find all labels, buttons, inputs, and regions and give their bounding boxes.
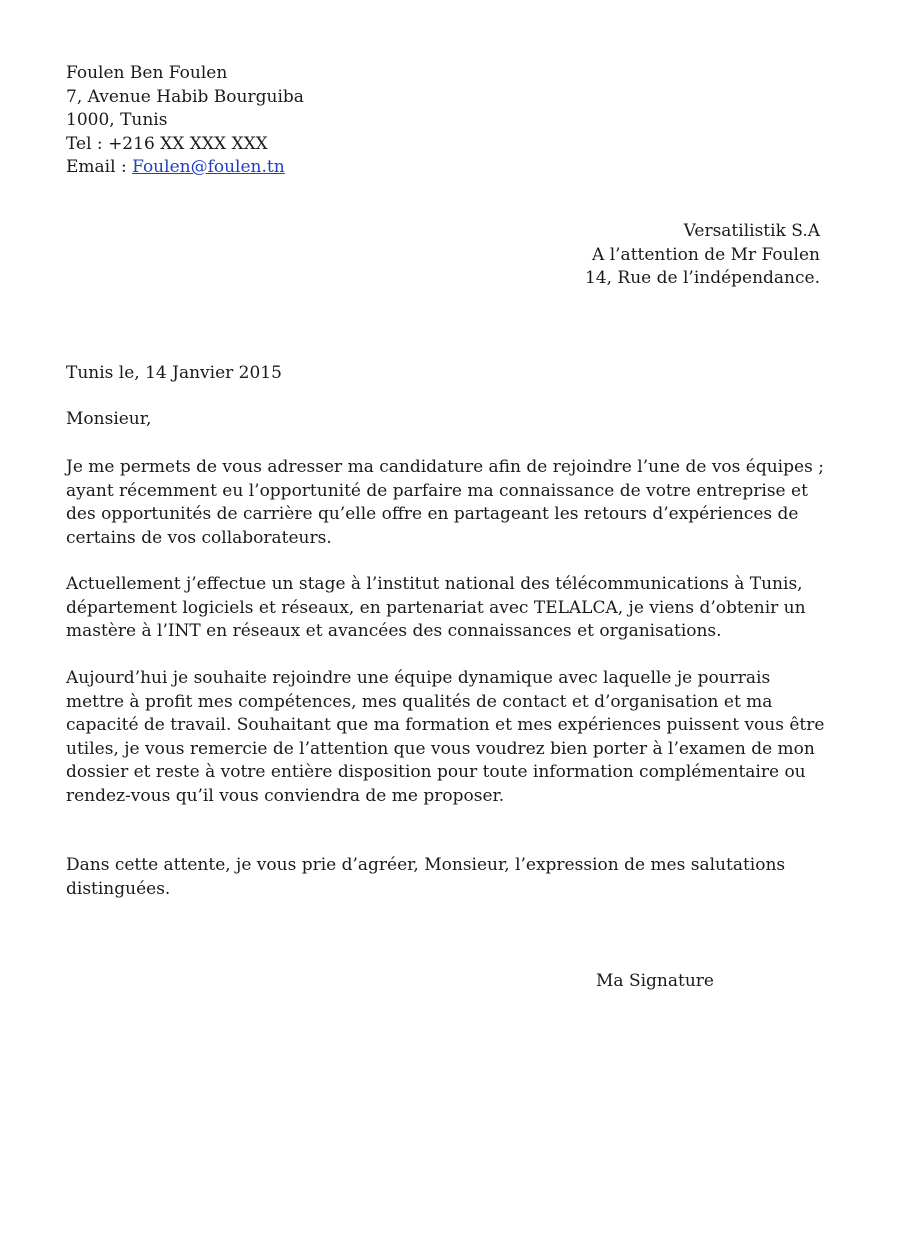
phone-label: Tel : bbox=[66, 133, 109, 154]
sender-phone-line bbox=[66, 133, 304, 157]
paragraph-line: Aujourd’hui je souhaite rejoindre une équipe dynamique avec laquelle je pourrais bbox=[66, 668, 771, 688]
paragraph-1 bbox=[66, 456, 826, 550]
recipient-attention: A l’attention de Mr Foulen bbox=[592, 244, 820, 265]
paragraph-3 bbox=[66, 667, 826, 808]
recipient-block bbox=[585, 220, 820, 291]
paragraph-line: rendez-vous qu’il vous conviendra de me proposer. bbox=[66, 785, 505, 806]
letter-greeting: Monsieur, bbox=[66, 409, 152, 429]
recipient-company: Versatilistik S.A bbox=[683, 221, 820, 241]
paragraph-line: Actuellement j’effectue un stage à l’institut national des télécommunications à Tunis, bbox=[66, 574, 803, 594]
recipient-address: 14, Rue de l’indépendance. bbox=[584, 268, 820, 288]
paragraph-2 bbox=[66, 573, 826, 644]
paragraph-line: dossier et reste à votre entière disposition pour toute information complémentaire ou bbox=[66, 762, 806, 782]
paragraph-line: utiles, je vous remercie de l’attention que vous voudrez bien porter à l’examen de mon bbox=[66, 738, 815, 759]
closing-line: distinguées. bbox=[66, 878, 171, 899]
signature: Ma Signature bbox=[596, 971, 714, 991]
paragraph-line: certains de vos collaborateurs. bbox=[66, 527, 332, 548]
paragraph-line: mettre à profit mes compétences, mes qualités de contact et d’organisation et ma bbox=[66, 691, 773, 712]
paragraph-line: Je me permets de vous adresser ma candidature afin de rejoindre l’une de vos équipes ; bbox=[66, 457, 824, 477]
paragraph-line: des opportunités de carrière qu’elle offre en partageant les retours d’expériences de bbox=[66, 504, 799, 524]
paragraph-line: département logiciels et réseaux, en partenariat avec TELALCA, je viens d’obtenir un bbox=[66, 597, 806, 618]
sender-city: 1000, Tunis bbox=[66, 110, 168, 130]
closing-paragraph bbox=[66, 854, 826, 901]
sender-street: 7, Avenue Habib Bourguiba bbox=[66, 86, 304, 107]
letter-date: Tunis le, 14 Janvier 2015 bbox=[66, 363, 282, 383]
sender-block bbox=[66, 62, 304, 180]
paragraph-line: mastère à l’INT en réseaux et avancées des connaissances et organisations. bbox=[66, 621, 722, 641]
closing-line: Dans cette attente, je vous prie d’agréer, Monsieur, l’expression de mes salutations bbox=[66, 855, 786, 875]
email-label: Email : bbox=[66, 157, 133, 177]
sender-phone: +216 XX XXX XXX bbox=[108, 133, 268, 154]
paragraph-line: capacité de travail. Souhaitant que ma formation et mes expériences puissent vous être bbox=[66, 715, 825, 735]
sender-email-line bbox=[66, 156, 304, 180]
sender-email-link[interactable]: Foulen@foulen.tn bbox=[132, 157, 285, 177]
sender-name: Foulen Ben Foulen bbox=[66, 63, 228, 83]
paragraph-line: ayant récemment eu l’opportunité de parfaire ma connaissance de votre entreprise et bbox=[66, 480, 808, 501]
